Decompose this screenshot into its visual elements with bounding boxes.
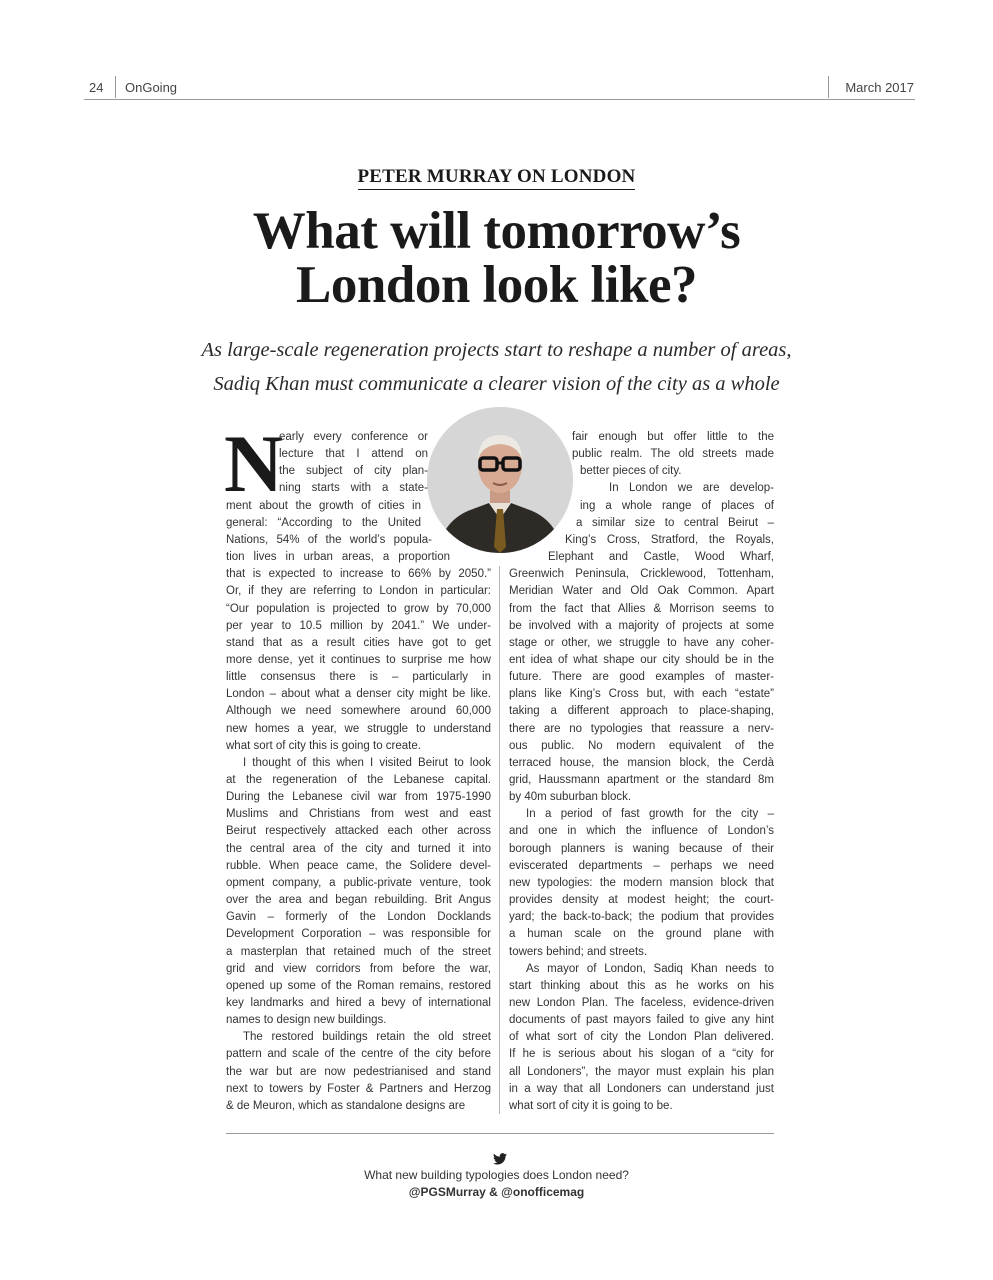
body-text-line: pattern and scale of the centre of the city before (226, 1048, 491, 1061)
body-text-line: all Londoners”, the mayor must explain his plan (509, 1065, 774, 1078)
body-text-line: ent idea of what shape our city should be in the (509, 653, 774, 666)
page-number: 24 (89, 80, 104, 95)
body-text-line: per year to 10.5 million by 2041.” We under- (226, 619, 491, 632)
body-text-line: yard; the back-to-back; the podium that provides (509, 911, 774, 924)
body-text-line: there are no typologies that reassure a nerv- (509, 722, 774, 735)
body-text-line: grid, Haussmann apartment or the standard 8m (509, 774, 774, 786)
body-text-line: & de Meuron, which as standalone designs are (226, 1099, 466, 1112)
body-text-line: the central area of the city and turned it into (226, 842, 491, 855)
body-text-line: at the regeneration of the Lebanese capital. (226, 774, 491, 786)
body-text-line: Beirut respectively attacked each other across (226, 825, 491, 838)
body-text-line: of what sort of city the London Plan delivered. (509, 1031, 774, 1044)
body-text-line: by 40m suburban block. (509, 791, 632, 804)
body-text-line: new typologies: the modern mansion block that (509, 876, 774, 889)
headline-line: What will tomorrow’s (252, 202, 741, 260)
body-text-line: start thinking about this as he works on his (509, 979, 774, 992)
body-text-line: little consensus there is – particularly in (226, 671, 491, 684)
body-text-line: plans like King’s Cross but, with each “estate” (509, 688, 774, 701)
body-text-line: borough planners is waning because of their (509, 842, 774, 855)
body-text-line: a human scale on the ground plane with (509, 928, 774, 941)
body-text-line: a masterplan that retained much of the street (226, 945, 491, 958)
body-text-line: In London we are develop- (609, 482, 774, 495)
body-text-line: the subject of city plan- (279, 465, 428, 478)
body-text-line: stage or other, we struggle to have any coher- (509, 636, 774, 649)
twitter-bird-icon (493, 1153, 507, 1165)
body-text-line: that is expected to increase to 66% by 2050.” (226, 568, 491, 581)
body-text-line: provides density at modest height; the court- (509, 894, 774, 907)
body-text-line: ous public. No modern equivalent of the (509, 739, 774, 752)
body-text-line: Nations, 54% of the world’s popula- (226, 533, 432, 546)
body-text-line: “Our population is projected to grow by 70,000 (226, 602, 491, 615)
body-text-line: tion lives in urban areas, a proportion (226, 551, 450, 564)
body-text-line: general: “According to the United (226, 516, 421, 529)
body-text-line: a similar size to central Beirut – (576, 516, 774, 529)
body-text-line: If he is serious about his slogan of a “city for (509, 1048, 774, 1061)
portrait-illustration (427, 407, 573, 553)
body-text-line: future. There are good examples of master- (509, 671, 774, 684)
body-text-line: ment about the growth of cities in (226, 499, 421, 512)
footer-divider (226, 1133, 774, 1134)
body-text-line: ning starts with a state- (279, 482, 428, 495)
body-text-line: taking a different approach to place-shaping, (509, 705, 774, 718)
body-text-line: The restored buildings retain the old street (243, 1031, 491, 1044)
body-text-line: in a way that all Londoners can understand just (509, 1082, 774, 1095)
body-text-line: the war but are now pedestrianised and stand (226, 1065, 491, 1078)
body-text-line: names to design new buildings. (226, 1014, 387, 1027)
drop-cap: N (224, 418, 284, 509)
author-portrait (427, 407, 573, 553)
header-divider (115, 76, 116, 98)
body-text-line: what sort of city it is going to be. (509, 1099, 673, 1112)
body-text-line: more dense, yet it continues to surprise me how (226, 653, 491, 666)
body-text-line: Meridian Water and Old Oak Common. Apart (509, 585, 774, 598)
twitter-handles: @PGSMurray & @onofficemag (408, 1185, 585, 1199)
body-text-line: In a period of fast growth for the city – (526, 808, 774, 821)
body-text-line: new London Plan. The faceless, evidence-driven (509, 996, 774, 1009)
body-text-line: Or, if they are referring to London in particular: (226, 585, 491, 598)
body-text-line: London – about what a denser city might be like. (226, 688, 491, 701)
body-text-line: new homes a year, we struggle to understand (226, 722, 491, 735)
body-text-line: Development Corporation – was responsible for (226, 928, 491, 941)
body-text-line: lecture that I attend on (279, 448, 428, 461)
body-text-line: what sort of city this is going to create. (226, 739, 421, 752)
body-text-line: eviscerated departments – perhaps we need (509, 859, 774, 872)
body-text-line: King’s Cross, Stratford, the Royals, (565, 533, 774, 546)
body-text-line: ing a whole range of places of (580, 499, 774, 512)
body-text-line: better pieces of city. (580, 465, 682, 478)
body-text-line: Elephant and Castle, Wood Wharf, (548, 551, 774, 564)
body-text-line: Greenwich Peninsula, Cricklewood, Tottenham, (509, 568, 774, 581)
standfirst-line: Sadiq Khan must communicate a clearer vision of the city as a whole (213, 373, 780, 395)
body-text-line: grid and view corridors from before the war, (226, 962, 491, 975)
body-text-line: I thought of this when I visited Beirut to look (243, 756, 491, 769)
body-text-line: and one in which the influence of London’s (509, 825, 774, 838)
footer-question: What new building typologies does London need? (364, 1168, 629, 1182)
page-header (84, 76, 915, 100)
body-text-line: public realm. The old streets made (572, 448, 774, 461)
body-text-line: towers behind; and streets. (509, 945, 648, 958)
article-headline (0, 204, 993, 312)
body-text-line: next to towers by Foster & Partners and Herzog (226, 1082, 491, 1095)
kicker-text: PETER MURRAY ON LONDON (358, 166, 636, 190)
article-kicker (0, 166, 993, 188)
issue-date: March 2017 (845, 80, 914, 95)
article-standfirst (0, 333, 993, 401)
headline-line: London look like? (296, 256, 697, 314)
body-text-line: During the Lebanese civil war from 1975-1990 (226, 791, 491, 804)
body-text-line: stand that as a result cities have got to get (226, 636, 491, 649)
body-text-line: from the fact that Allies & Morrison seems to (509, 602, 774, 615)
body-text-line: over the area and began rebuilding. Brit Angus (226, 894, 491, 907)
column-divider (499, 566, 500, 1114)
body-text-line: early every conference or (279, 431, 428, 443)
body-text-line: key landmarks and hired a bevy of international (226, 996, 491, 1009)
section-name: OnGoing (125, 80, 178, 95)
body-text-line: Gavin – formerly of the London Docklands (226, 911, 491, 924)
body-text-line: fair enough but offer little to the (572, 431, 774, 443)
standfirst-line: As large-scale regeneration projects start to reshape a number of areas, (201, 339, 792, 361)
body-text-line: documents of past mayors failed to give any hint (509, 1014, 774, 1027)
body-text-line: Muslims and Christians from west and east (226, 808, 491, 821)
body-text-line: terraced house, the mansion block, the Cerdà (509, 756, 774, 769)
body-text-line: As mayor of London, Sadiq Khan needs to (526, 962, 774, 975)
body-text-line: opened up some of the Roman remains, restored (226, 979, 491, 992)
body-text-line: Although we need somewhere around 60,000 (226, 705, 491, 718)
header-divider (828, 76, 829, 98)
body-text-line: opment company, a public-private venture, took (226, 876, 491, 889)
body-text-line: be involved with a majority of projects at some (509, 619, 774, 632)
body-text-line: rubble. When peace came, the Solidere devel- (226, 859, 491, 872)
